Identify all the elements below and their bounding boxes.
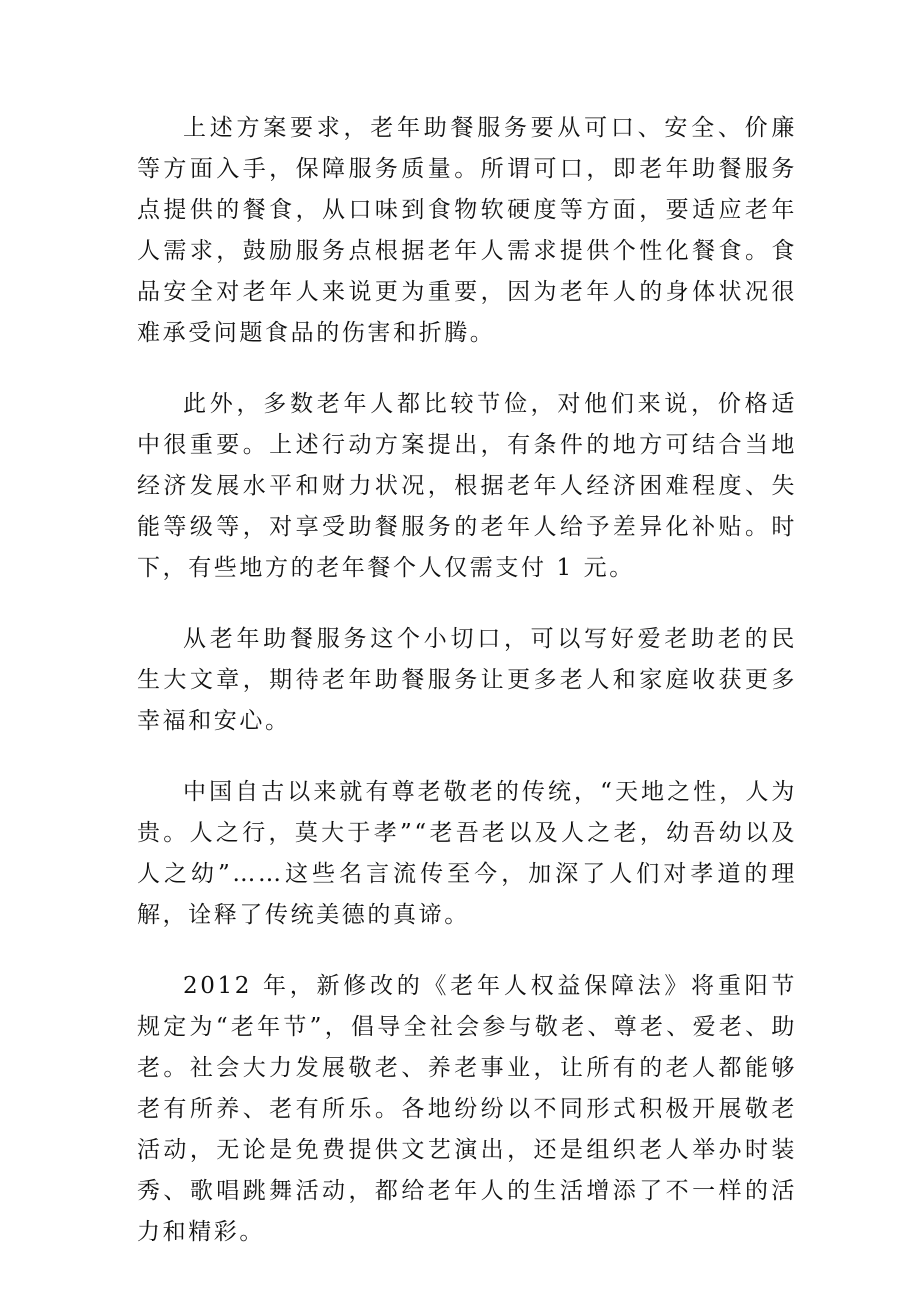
paragraph-meal-service-quality: 上述方案要求，老年助餐服务要从可口、安全、价廉等方面入手，保障服务质量。所谓可口，即老年助餐服务点提供的餐食，从口味到食物软硬度等方面，要适应老年人需求，鼓励服务点根据老年人需求提供个性化餐食。食品安全对老年人来说更为重要，因为老年人的身体状况很难承受问题食品的伤害和折腾。 xyxy=(137,115,797,346)
paragraph-respect-tradition: 中国自古以来就有尊老敬老的传统，“天地之性，人为贵。人之行，莫大于孝”“老吾老以及人之老，幼吾幼以及人之幼”……这些名言流传至今，加深了人们对孝道的理解，诠释了传统美德的真谛。 xyxy=(137,779,797,928)
document-body xyxy=(137,108,797,1283)
paragraph-meal-subsidy: 此外，多数老年人都比较节俭，对他们来说，价格适中很重要。上述行动方案提出，有条件的地方可结合当地经济发展水平和财力状况，根据老年人经济困难程度、失能等级等，对享受助餐服务的老年人给予差异化补贴。时下，有些地方的老年餐个人仅需支付 1 元。 xyxy=(137,391,797,581)
paragraph-meal-service-outlook: 从老年助餐服务这个小切口，可以写好爱老助老的民生大文章，期待老年助餐服务让更多老人和家庭收获更多幸福和安心。 xyxy=(137,626,797,734)
paragraph-elderly-festival: 2012 年，新修改的《老年人权益保障法》将重阳节规定为“老年节”，倡导全社会参与敬老、尊老、爱老、助老。社会大力发展敬老、养老事业，让所有的老人都能够老有所养、老有所乐。各地纷纷以不同形式积极开展敬老活动，无论是免费提供文艺演出，还是组织老人举办时装秀、歌唱跳舞活动，都给老年人的生活增添了不一样的活力和精彩。 xyxy=(137,973,797,1245)
